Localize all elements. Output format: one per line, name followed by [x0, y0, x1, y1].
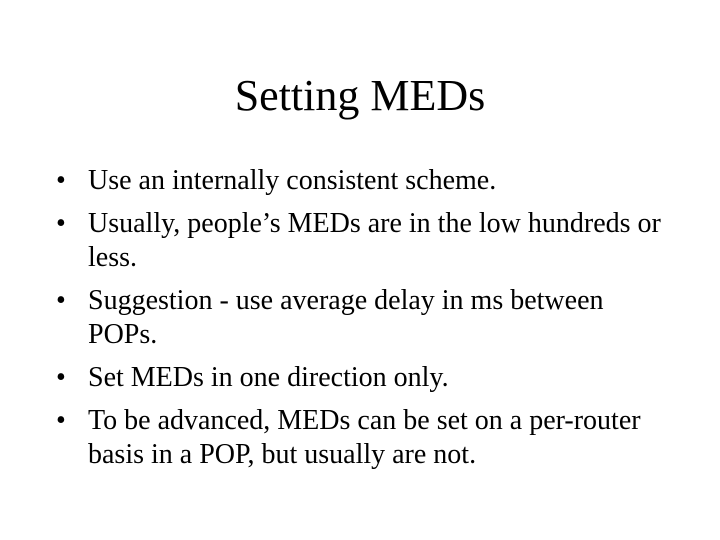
slide-title: Setting MEDs — [234, 71, 486, 120]
bullet-item — [56, 207, 676, 275]
bullet-item — [56, 361, 676, 395]
bullet-text: Suggestion - use average delay in ms between POPs. — [88, 285, 604, 350]
bullet-item — [56, 404, 676, 472]
bullet-icon: • — [56, 208, 66, 239]
bullet-icon: • — [56, 165, 66, 196]
bullet-item — [56, 164, 676, 198]
bullet-list — [56, 164, 676, 481]
bullet-icon: • — [56, 362, 66, 393]
bullet-icon: • — [56, 405, 66, 436]
bullet-text: Set MEDs in one direction only. — [88, 362, 449, 393]
bullet-text: Use an internally consistent scheme. — [88, 165, 497, 196]
bullet-icon: • — [56, 285, 66, 316]
bullet-item — [56, 284, 676, 352]
bullet-text: To be advanced, MEDs can be set on a per-router basis in a POP, but usually are not. — [88, 405, 641, 470]
bullet-text: Usually, people’s MEDs are in the low hundreds or less. — [88, 208, 661, 273]
